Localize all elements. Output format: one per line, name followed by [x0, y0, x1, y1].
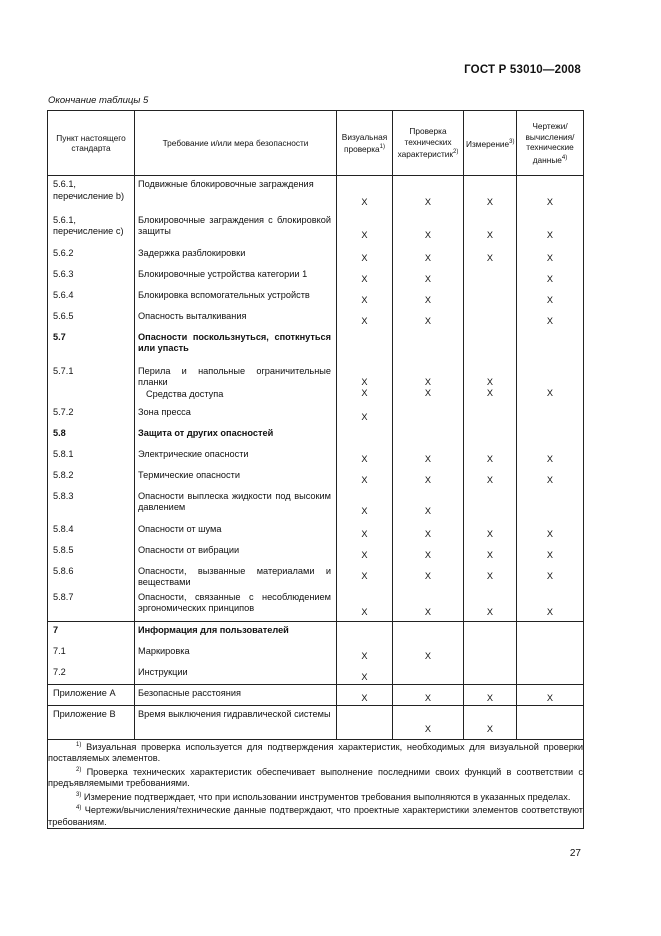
requirement-text: Перила и напольные ограничительные планки: [138, 365, 331, 387]
requirement-cell: [135, 622, 337, 643]
check-cell-c5: [464, 643, 517, 664]
requirement-text: Электрические опасности: [138, 448, 249, 459]
check-mark: X: [546, 273, 554, 284]
requirement-cell: [135, 563, 337, 589]
table-row: [48, 589, 584, 622]
requirement-cell: [135, 404, 337, 425]
check-cell-c4: [393, 589, 464, 622]
check-cell-c6: [517, 245, 584, 266]
check-mark: X: [424, 197, 432, 207]
requirement-text: Опасности от вибрации: [138, 544, 240, 555]
check-mark: X: [486, 693, 494, 703]
check-cell-c3: [337, 589, 393, 622]
check-mark: X: [361, 294, 368, 305]
check-mark: X: [486, 230, 494, 240]
check-cell-c3: [337, 363, 393, 404]
check-mark: X: [486, 528, 494, 539]
table-row: [48, 266, 584, 287]
clause-cell: 5.8.1: [48, 446, 135, 467]
check-cell-c3: [337, 308, 393, 329]
check-cell-c3: [337, 425, 393, 446]
header-drawings: Чертежи/ вычисления/ технические данные$^{4)}$: [517, 111, 584, 176]
check-cell-c3: [337, 664, 393, 685]
requirement-cell: [135, 521, 337, 542]
table-row: [48, 287, 584, 308]
check-mark: X: [486, 570, 494, 581]
check-mark: X: [424, 650, 432, 661]
check-mark: X: [424, 294, 432, 305]
check-cell-c6: [517, 643, 584, 664]
check-cell-c3: [337, 643, 393, 664]
table-header-row: [48, 111, 584, 176]
requirement-text: Защита от других опасностей: [138, 427, 274, 438]
check-mark: X: [361, 315, 368, 326]
check-mark: X: [486, 376, 494, 387]
check-mark: X: [424, 230, 432, 240]
check-mark: X: [361, 570, 368, 581]
check-cell-c5: [464, 685, 517, 706]
table-row: [48, 212, 584, 245]
check-mark: X: [424, 474, 432, 485]
check-mark: X: [361, 606, 368, 617]
clause-cell: 5.8.4: [48, 521, 135, 542]
table-row: [48, 705, 584, 739]
footnote-text: Визуальная проверка используется для подтверждения характеристик, необходимых для визуальной проверки поставляемых элементов.: [48, 741, 583, 764]
clause-cell: 5.6.2: [48, 245, 135, 266]
check-cell-c3: [337, 563, 393, 589]
check-mark: X: [361, 453, 368, 464]
check-cell-c3: [337, 446, 393, 467]
requirement-text: Опасности от шума: [138, 523, 222, 534]
clause-cell: 5.7.1: [48, 363, 135, 404]
requirement-cell: [135, 446, 337, 467]
requirements-table: [47, 110, 584, 829]
check-mark: X: [361, 388, 368, 398]
requirement-cell: [135, 245, 337, 266]
clause-cell: 5.7: [48, 329, 135, 363]
check-mark: X: [424, 315, 432, 326]
check-mark: X: [361, 650, 368, 661]
check-mark: X: [361, 528, 368, 539]
check-cell-c3: [337, 329, 393, 363]
check-cell-c6: [517, 404, 584, 425]
check-mark: X: [424, 273, 432, 284]
requirement-cell: [135, 176, 337, 212]
check-cell-c4: [393, 329, 464, 363]
check-mark: X: [546, 388, 554, 398]
check-cell-c6: [517, 521, 584, 542]
check-cell-c5: [464, 287, 517, 308]
check-cell-c5: [464, 446, 517, 467]
table-row: [48, 643, 584, 664]
check-cell-c4: [393, 212, 464, 245]
check-cell-c6: [517, 329, 584, 363]
check-cell-c5: [464, 705, 517, 739]
check-cell-c5: [464, 266, 517, 287]
table-row: [48, 404, 584, 425]
check-cell-c6: [517, 212, 584, 245]
requirement-cell: [135, 425, 337, 446]
table-row: [48, 685, 584, 706]
check-cell-c6: [517, 589, 584, 622]
check-cell-c4: [393, 176, 464, 212]
check-cell-c5: [464, 589, 517, 622]
check-cell-c3: [337, 176, 393, 212]
table-row: [48, 563, 584, 589]
requirement-text: Безопасные расстояния: [138, 688, 241, 698]
header-measurement: Измерение$^{3)}$: [464, 111, 517, 176]
check-cell-c6: [517, 488, 584, 521]
check-mark: X: [546, 230, 554, 240]
footnote-text: Чертежи/вычисления/технические данные подтверждают, что проектные характеристики элементов соответствуют требованиям.: [48, 805, 583, 827]
requirement-text: Инструкции: [138, 666, 188, 677]
check-cell-c4: [393, 488, 464, 521]
check-mark: X: [361, 506, 368, 516]
requirement-text: Блокировочные заграждения с блокировкой защиты: [138, 214, 331, 236]
requirement-cell: [135, 212, 337, 245]
check-cell-c3: [337, 245, 393, 266]
requirement-text: Опасность выталкивания: [138, 310, 247, 321]
requirement-cell: [135, 705, 337, 739]
clause-cell: 5.6.4: [48, 287, 135, 308]
clause-cell: 5.8.3: [48, 488, 135, 521]
table-row: [48, 664, 584, 685]
check-cell-c4: [393, 446, 464, 467]
check-cell-c4: [393, 245, 464, 266]
check-mark: X: [546, 453, 554, 464]
clause-cell: 5.8.6: [48, 563, 135, 589]
check-cell-c5: [464, 308, 517, 329]
check-mark: X: [546, 294, 554, 305]
check-cell-c5: [464, 488, 517, 521]
check-cell-c6: [517, 287, 584, 308]
check-mark: X: [486, 453, 494, 464]
table-row: [48, 176, 584, 212]
check-cell-c5: [464, 176, 517, 212]
check-mark: X: [424, 376, 432, 387]
header-clause: Пункт настоящего стандарта: [48, 111, 135, 176]
check-mark: X: [361, 671, 368, 682]
table-row: [48, 363, 584, 404]
check-mark: X: [361, 474, 368, 485]
check-mark: X: [486, 252, 494, 263]
footnote-text: Измерение подтверждает, что при использовании инструментов требования выполняются в указанных пределах.: [81, 791, 571, 802]
requirement-cell: [135, 467, 337, 488]
check-cell-c3: [337, 521, 393, 542]
check-mark: X: [546, 197, 554, 207]
requirement-cell: [135, 589, 337, 622]
check-mark: X: [546, 528, 554, 539]
footnote: [48, 740, 583, 765]
check-cell-c6: [517, 266, 584, 287]
clause-cell: 5.8.7: [48, 589, 135, 622]
check-mark: X: [424, 506, 432, 516]
check-mark: X: [424, 549, 432, 560]
footnote: [48, 803, 583, 828]
check-cell-c6: [517, 308, 584, 329]
check-cell-c5: [464, 563, 517, 589]
check-cell-c6: [517, 705, 584, 739]
requirement-cell: [135, 287, 337, 308]
requirement-text: Время выключения гидравлической системы: [138, 708, 331, 719]
check-cell-c6: [517, 685, 584, 706]
check-cell-c4: [393, 542, 464, 563]
check-mark: X: [486, 549, 494, 560]
clause-cell: 5.8.2: [48, 467, 135, 488]
requirement-text: Опасности поскользнуться, споткнуться или упасть: [138, 331, 331, 353]
check-cell-c6: [517, 622, 584, 643]
check-cell-c4: [393, 622, 464, 643]
requirement-text: Задержка разблокировки: [138, 247, 246, 258]
clause-cell: 5.7.2: [48, 404, 135, 425]
check-cell-c4: [393, 521, 464, 542]
footnote: [48, 765, 583, 790]
table-row: [48, 446, 584, 467]
check-cell-c3: [337, 705, 393, 739]
check-cell-c5: [464, 664, 517, 685]
requirement-text: Опасности, связанные с несоблюдением эргономических принципов: [138, 591, 331, 613]
requirement-cell: [135, 643, 337, 664]
clause-cell: 5.8: [48, 425, 135, 446]
check-cell-c5: [464, 363, 517, 404]
check-mark: X: [546, 606, 554, 617]
requirement-text: Термические опасности: [138, 469, 240, 480]
check-cell-c5: [464, 467, 517, 488]
check-cell-c5: [464, 212, 517, 245]
check-cell-c3: [337, 467, 393, 488]
clause-cell: 5.6.1, перечисление b): [48, 176, 135, 212]
requirement-text: Опасности выплеска жидкости под высоким давлением: [138, 490, 331, 512]
clause-cell: 5.8.5: [48, 542, 135, 563]
clause-cell: 7.2: [48, 664, 135, 685]
clause-cell: Приложение В: [48, 705, 135, 739]
check-cell-c6: [517, 563, 584, 589]
check-cell-c3: [337, 287, 393, 308]
check-mark: X: [424, 724, 432, 734]
check-mark: X: [361, 252, 368, 263]
check-cell-c4: [393, 563, 464, 589]
check-mark: X: [546, 474, 554, 485]
requirement-text: Опасности, вызванные материалами и веществами: [138, 565, 331, 587]
check-cell-c5: [464, 425, 517, 446]
check-mark: X: [546, 252, 554, 263]
check-mark: X: [424, 252, 432, 263]
requirement-cell: [135, 542, 337, 563]
check-cell-c4: [393, 425, 464, 446]
requirement-cell: [135, 363, 337, 404]
check-cell-c4: [393, 664, 464, 685]
check-cell-c3: [337, 685, 393, 706]
check-cell-c3: [337, 404, 393, 425]
check-mark: X: [424, 388, 432, 398]
footnote-mark: 3): [76, 791, 82, 798]
check-cell-c6: [517, 363, 584, 404]
check-cell-c5: [464, 329, 517, 363]
check-cell-c6: [517, 467, 584, 488]
requirement-cell: [135, 664, 337, 685]
check-cell-c3: [337, 622, 393, 643]
check-mark: X: [486, 474, 494, 485]
check-cell-c4: [393, 643, 464, 664]
table-row: [48, 308, 584, 329]
requirement-text: Подвижные блокировочные заграждения: [138, 179, 314, 189]
check-mark: X: [361, 230, 368, 240]
table-row: [48, 488, 584, 521]
check-mark: X: [424, 606, 432, 617]
requirement-text: Блокировка вспомогательных устройств: [138, 289, 310, 300]
check-cell-c4: [393, 266, 464, 287]
footnote-mark: 1): [76, 741, 82, 748]
check-cell-c5: [464, 622, 517, 643]
clause-cell: 7.1: [48, 643, 135, 664]
standard-number: ГОСТ Р 53010—2008: [464, 64, 581, 76]
table-row: [48, 622, 584, 643]
check-mark: X: [546, 570, 554, 581]
footnote-mark: 2): [76, 766, 82, 773]
requirement-text: Зона пресса: [138, 406, 191, 417]
clause-cell: 5.6.1, перечисление c): [48, 212, 135, 245]
check-mark: X: [361, 693, 368, 703]
table-row: [48, 329, 584, 363]
table-row: [48, 467, 584, 488]
page-number: 27: [569, 848, 581, 859]
check-mark: X: [486, 606, 494, 617]
table-row: [48, 245, 584, 266]
check-cell-c3: [337, 542, 393, 563]
header-tech-check: Проверка технических характеристик$^{2)}$: [393, 111, 464, 176]
check-cell-c4: [393, 705, 464, 739]
table-row: [48, 542, 584, 563]
check-mark: X: [486, 197, 494, 207]
requirement-cell: [135, 488, 337, 521]
requirement-cell: [135, 266, 337, 287]
check-mark: X: [361, 411, 368, 422]
header-requirement: Требование и/или мера безопасности: [135, 111, 337, 176]
check-mark: X: [361, 376, 368, 387]
clause-cell: Приложение А: [48, 685, 135, 706]
check-mark: X: [486, 724, 494, 734]
check-cell-c3: [337, 266, 393, 287]
check-mark: X: [424, 528, 432, 539]
check-mark: X: [486, 388, 494, 398]
footnotes: [48, 739, 584, 829]
check-cell-c6: [517, 176, 584, 212]
check-cell-c6: [517, 425, 584, 446]
table-caption: Окончание таблицы 5: [48, 95, 149, 106]
check-cell-c5: [464, 245, 517, 266]
footnote: [48, 790, 583, 804]
requirement-text: Блокировочные устройства категории 1: [138, 268, 308, 279]
check-cell-c4: [393, 287, 464, 308]
requirement-text: Маркировка: [138, 645, 190, 656]
check-cell-c4: [393, 363, 464, 404]
check-cell-c4: [393, 404, 464, 425]
check-cell-c5: [464, 542, 517, 563]
check-mark: X: [546, 549, 554, 560]
check-cell-c6: [517, 446, 584, 467]
check-cell-c4: [393, 467, 464, 488]
check-mark: X: [361, 197, 368, 207]
clause-cell: 5.6.5: [48, 308, 135, 329]
footnote-text: Проверка технических характеристик обеспечивает выполнение последними своих функций в соответствии с предъявляемыми требованиями.: [48, 766, 583, 789]
check-mark: X: [361, 549, 368, 560]
clause-cell: 7: [48, 622, 135, 643]
check-cell-c3: [337, 212, 393, 245]
check-mark: X: [361, 273, 368, 284]
check-cell-c3: [337, 488, 393, 521]
requirement-text: Средства доступа: [146, 388, 224, 399]
footnote-mark: 4): [76, 805, 82, 812]
requirement-text: Информация для пользователей: [138, 625, 289, 635]
check-mark: X: [424, 453, 432, 464]
table-row: [48, 521, 584, 542]
check-mark: X: [424, 693, 432, 703]
requirement-cell: [135, 685, 337, 706]
header-visual-check: Визуальная проверка$^{1)}$: [337, 111, 393, 176]
check-mark: X: [424, 570, 432, 581]
check-mark: X: [546, 693, 554, 703]
check-cell-c4: [393, 685, 464, 706]
check-cell-c4: [393, 308, 464, 329]
check-cell-c5: [464, 521, 517, 542]
check-cell-c5: [464, 404, 517, 425]
check-mark: X: [546, 315, 554, 326]
table-row: [48, 425, 584, 446]
check-cell-c6: [517, 542, 584, 563]
requirement-cell: [135, 308, 337, 329]
requirement-cell: [135, 329, 337, 363]
check-cell-c6: [517, 664, 584, 685]
clause-cell: 5.6.3: [48, 266, 135, 287]
